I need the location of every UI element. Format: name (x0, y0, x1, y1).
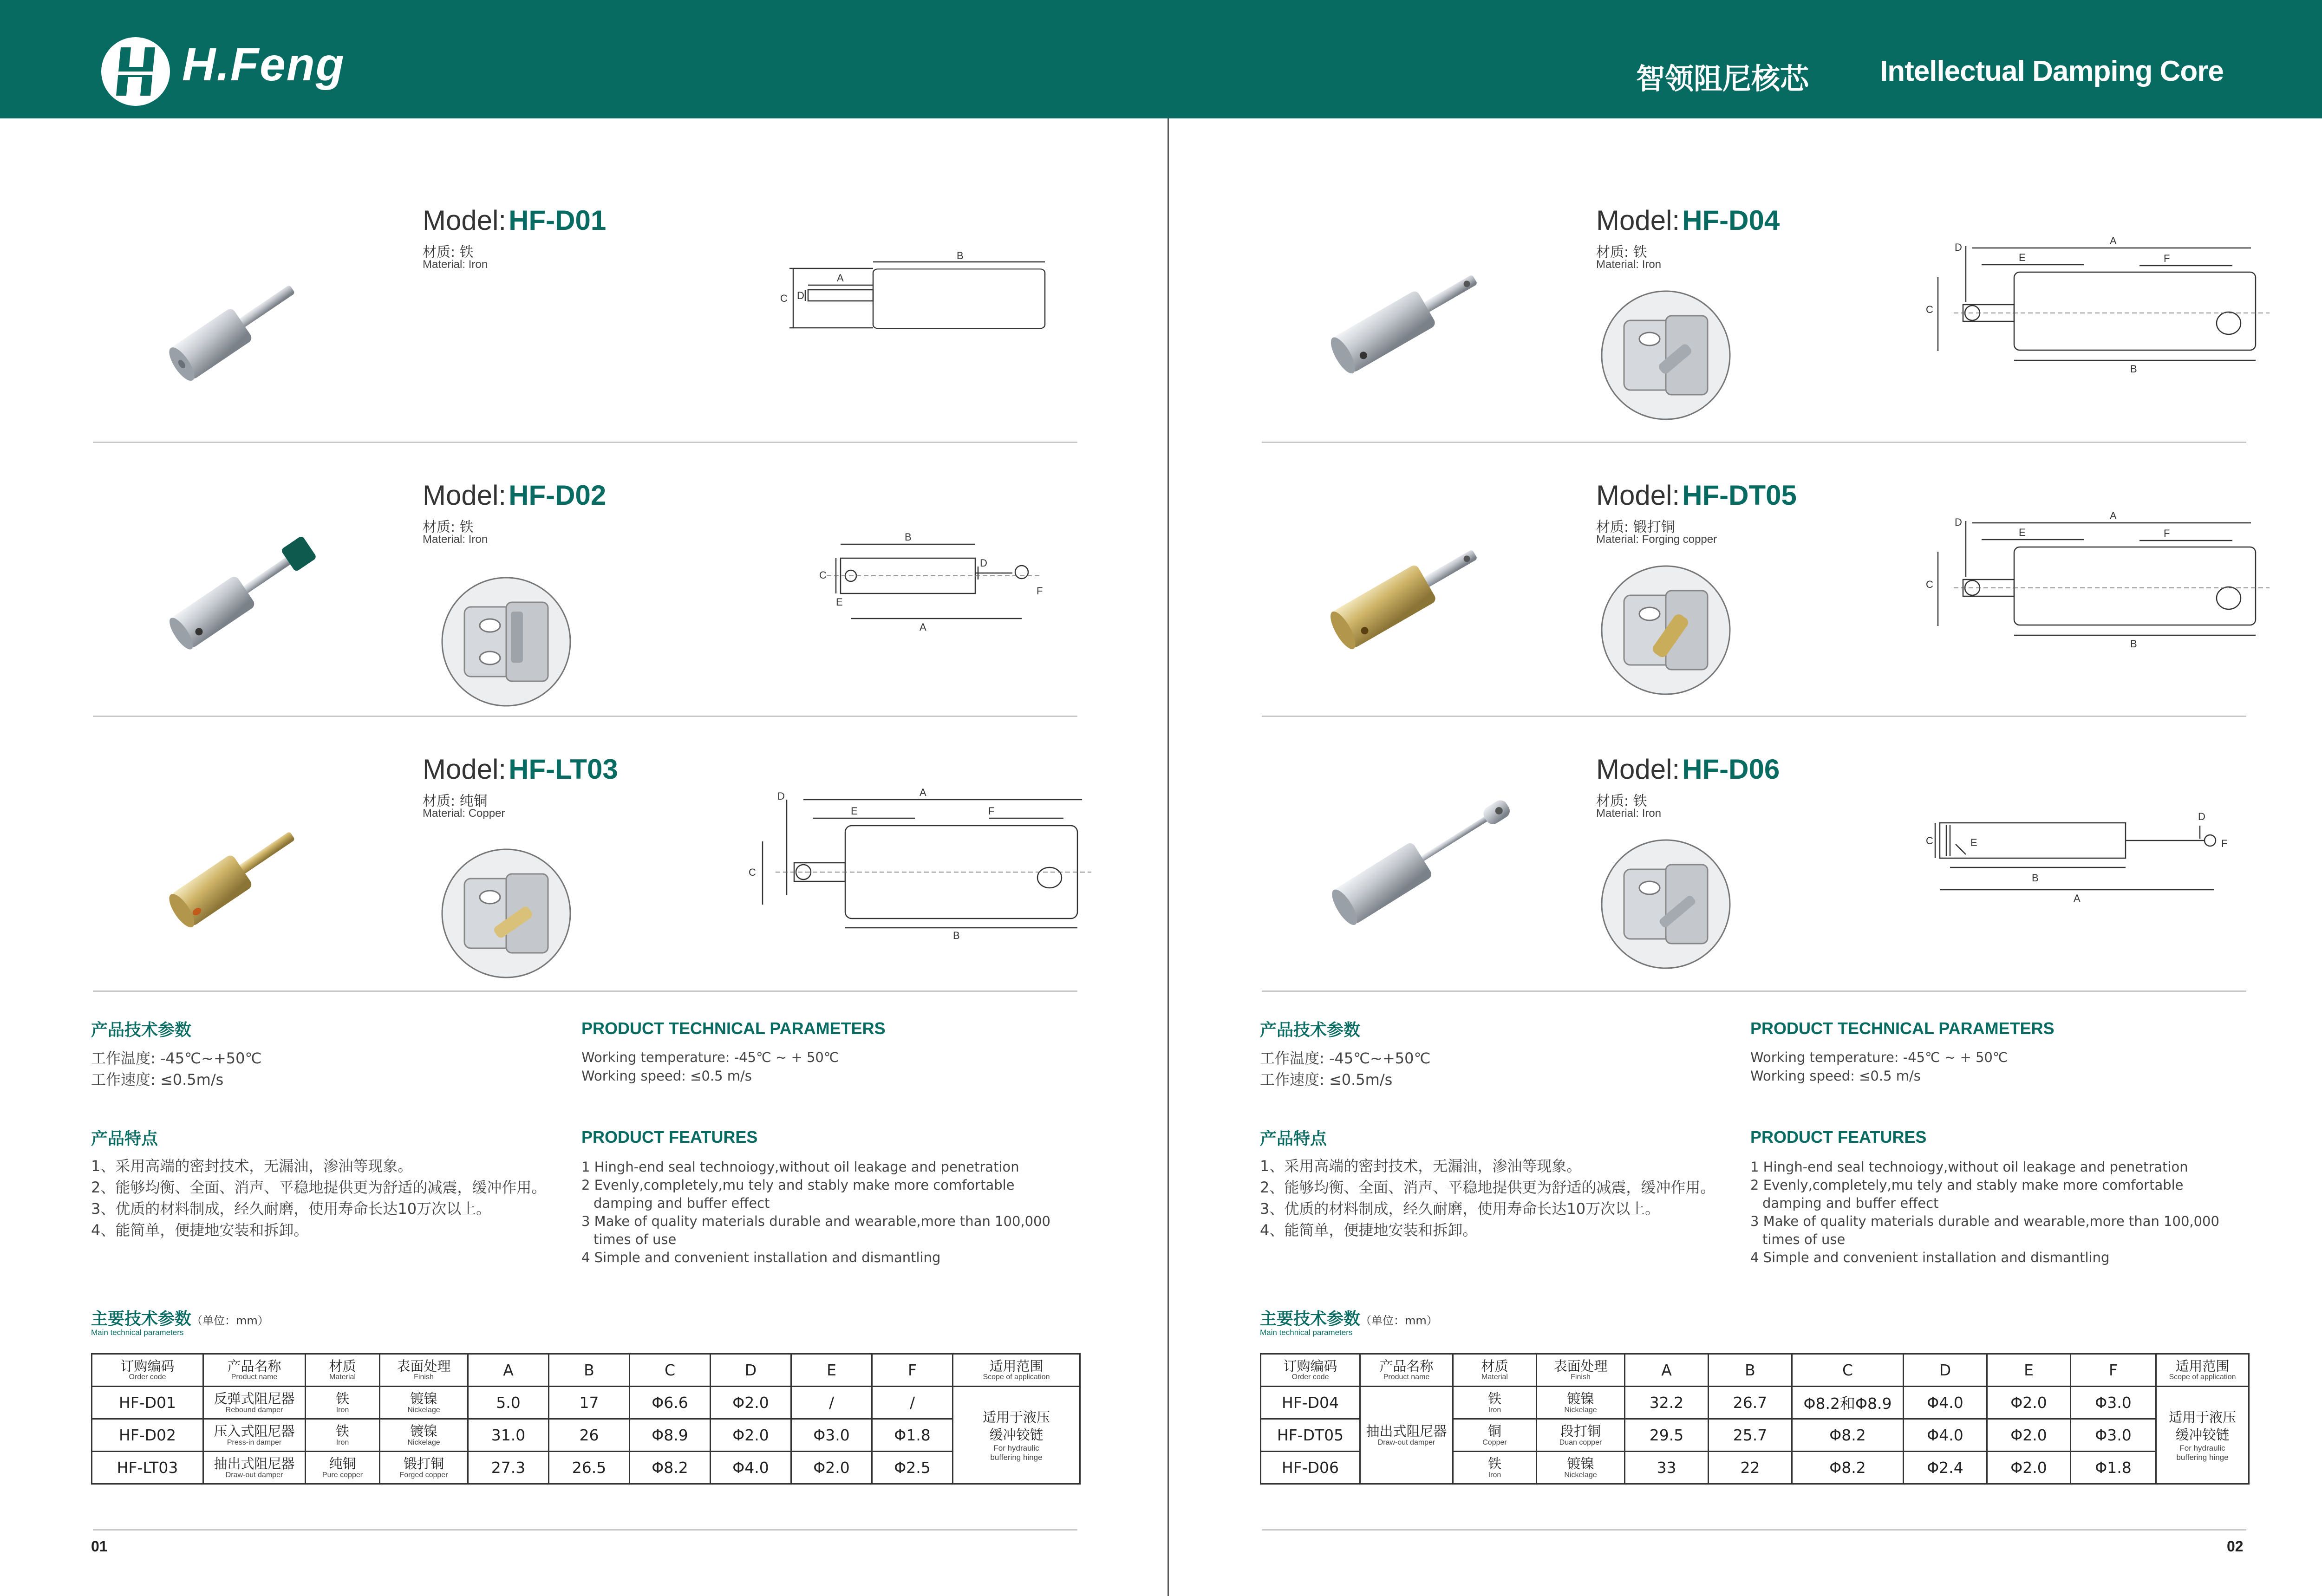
model-label: Model: (1596, 205, 1680, 236)
drawing-label-a: A (920, 787, 926, 798)
material-en: Material: Forging copper (1596, 533, 1717, 546)
cell-d: Φ4.0 (1904, 1387, 1987, 1419)
model-line (1596, 753, 1780, 785)
product-photo-hf-d04 (1308, 228, 1550, 395)
header-material: 材质 Material (306, 1354, 380, 1387)
cell-finish: 锻打铜 Forged copper (380, 1452, 468, 1484)
cell-b: 17 (549, 1387, 630, 1419)
drawing-label-f: F (988, 805, 995, 817)
header-material: 材质 Material (1453, 1354, 1537, 1387)
hinge-detail-photo-hf-lt03 (437, 846, 576, 981)
hinge-detail-photo-hf-dt05 (1596, 563, 1735, 697)
params-title-cn: 产品技术参数 (91, 1021, 192, 1040)
cell-a: 5.0 (468, 1387, 549, 1419)
cell-code: HF-D06 (1261, 1452, 1360, 1484)
drawing-label-a: A (837, 272, 844, 284)
cell-e: Φ2.0 (1987, 1419, 2071, 1452)
header-order: 订购编码 Order code (92, 1354, 203, 1387)
cell-b: 26.5 (549, 1452, 630, 1484)
header-name: 产品名称 Product name (203, 1354, 306, 1387)
table-title-en: Main technical parameters (1260, 1328, 1353, 1337)
feature-item-cn: 3、优质的材料制成，经久耐磨，使用寿命长达10万次以上。 (1260, 1200, 1660, 1218)
drawing-label-c: C (1926, 304, 1933, 315)
material-cn: 材质: 铁 (423, 519, 474, 535)
cell-a: 27.3 (468, 1452, 549, 1484)
model-code: HF-LT03 (509, 754, 618, 785)
params-speed-cn: 工作速度: ≤0.5m/s (1260, 1071, 1393, 1088)
feature-item-cn: 3、优质的材料制成，经久耐磨，使用寿命长达10万次以上。 (91, 1200, 491, 1218)
table-title-unit: （单位：mm） (1360, 1314, 1438, 1327)
separator (93, 716, 1077, 717)
drawing-label-c: C (1926, 579, 1933, 590)
cell-f: Φ1.8 (2071, 1452, 2156, 1484)
cell-scope: 适用于液压 缓冲铰链 For hydraulic buffering hinge (2156, 1387, 2249, 1484)
hinge-detail-photo-hf-d06 (1596, 837, 1735, 971)
cell-name-merged: 抽出式阻尼器 Draw-out damper (1360, 1387, 1453, 1484)
drawing-label-b: B (953, 930, 960, 939)
cell-material: 铁 Iron (1453, 1387, 1537, 1419)
drawing-label-c: C (819, 569, 827, 581)
params-title-cn: 产品技术参数 (1260, 1021, 1361, 1040)
separator (1262, 990, 2246, 992)
feature-item-cn: 2、能够均衡、全面、消声、平稳地提供更为舒适的减震，缓冲作用。 (1260, 1179, 1715, 1196)
features-title-cn: 产品特点 (91, 1129, 158, 1148)
drawing-label-a: A (2110, 510, 2117, 521)
cell-e: Φ2.0 (791, 1452, 872, 1484)
cell-name: 抽出式阻尼器 Draw-out damper (203, 1452, 306, 1484)
product-hf-d02 (0, 479, 1168, 739)
params-speed-cn: 工作速度: ≤0.5m/s (91, 1071, 224, 1088)
table-row (1261, 1387, 2249, 1419)
hinge-detail-photo-hf-d02 (437, 574, 576, 709)
cell-name: 反弹式阻尼器 Rebound damper (203, 1387, 306, 1419)
table-row (92, 1387, 1080, 1419)
features-title-cn: 产品特点 (1260, 1129, 1327, 1148)
cell-c: Φ8.2和Φ8.9 (1792, 1387, 1904, 1419)
model-line (1596, 204, 1780, 236)
drawing-label-c: C (749, 866, 756, 878)
drawing-label-a: A (920, 621, 926, 633)
drawing-label-d: D (777, 790, 785, 802)
header-scope: 适用范围 Scope of application (953, 1354, 1080, 1387)
cell-material: 铁 Iron (306, 1419, 380, 1452)
params-speed-en: Working speed: ≤0.5 m/s (1750, 1068, 1921, 1084)
header-a: A (468, 1354, 549, 1387)
model-code: HF-D01 (509, 205, 607, 236)
material-en: Material: Iron (1596, 807, 1662, 820)
drawing-label-f: F (2221, 838, 2228, 849)
hinge-detail-photo-hf-d04 (1596, 288, 1735, 423)
cell-code: HF-D02 (92, 1419, 203, 1452)
product-hf-dt05 (1169, 479, 2322, 739)
header-f: F (2071, 1354, 2156, 1387)
params-temp-cn: 工作温度: -45℃~+50℃ (1260, 1049, 1431, 1067)
header-title-en: Intellectual Damping Core (1880, 55, 2224, 87)
header-scope: 适用范围 Scope of application (2156, 1354, 2249, 1387)
cell-code: HF-LT03 (92, 1452, 203, 1484)
cell-a: 33 (1625, 1452, 1709, 1484)
drawing-label-b: B (2130, 363, 2137, 375)
separator (1262, 442, 2246, 443)
cell-finish: 镀镍 Nickelage (380, 1387, 468, 1419)
cell-d: Φ4.0 (1904, 1419, 1987, 1452)
drawing-label-d: D (2198, 811, 2205, 822)
params-temp-en: Working temperature: -45℃ ~ + 50℃ (581, 1049, 839, 1065)
feature-item-en: 1 Hingh-end seal technoiogy,without oil leakage and penetration (1750, 1159, 2188, 1175)
header-c: C (1792, 1354, 1904, 1387)
feature-item-cn: 4、能简单，便捷地安装和拆卸。 (91, 1221, 309, 1239)
drawing-hf-dt05 (1926, 507, 2279, 656)
cell-code: HF-D01 (92, 1387, 203, 1419)
params-title-en: PRODUCT TECHNICAL PARAMETERS (1750, 1019, 2055, 1038)
table-row (92, 1452, 1080, 1484)
cell-c: Φ6.6 (630, 1387, 711, 1419)
drawing-hf-d02 (780, 526, 1059, 646)
table-title-cn: 主要技术参数 (91, 1309, 192, 1329)
cell-name: 压入式阻尼器 Press-in damper (203, 1419, 306, 1452)
feature-item-cn: 2、能够均衡、全面、消声、平稳地提供更为舒适的减震，缓冲作用。 (91, 1179, 547, 1196)
spec-table-left (91, 1353, 1081, 1485)
material-cn: 材质: 铁 (423, 244, 474, 261)
features-title-en: PRODUCT FEATURES (1750, 1127, 1927, 1147)
feature-item-en: 4 Simple and convenient installation and dismantling (1750, 1250, 2110, 1265)
header-finish: 表面处理 Finish (1537, 1354, 1625, 1387)
product-hf-d01 (0, 204, 1168, 464)
cell-b: 22 (1709, 1452, 1792, 1484)
cell-e: Φ2.0 (1987, 1452, 2071, 1484)
separator (1262, 1529, 2246, 1531)
cell-d: Φ2.0 (711, 1387, 791, 1419)
header-d: D (1904, 1354, 1987, 1387)
drawing-label-a: A (2074, 892, 2081, 904)
cell-c: Φ8.9 (630, 1419, 711, 1452)
product-photo-hf-d01 (139, 232, 381, 399)
separator (93, 442, 1077, 443)
cell-a: 31.0 (468, 1419, 549, 1452)
page-right (1169, 0, 2322, 1596)
features-list-en (581, 1158, 1055, 1267)
drawing-label-e: E (2019, 527, 2026, 538)
params-temp-en: Working temperature: -45℃ ~ + 50℃ (1750, 1049, 2008, 1065)
drawing-label-e: E (836, 596, 843, 608)
header-title-cn: 智领阻尼核芯 (1636, 62, 1809, 96)
features-title-en: PRODUCT FEATURES (581, 1127, 758, 1147)
model-label: Model: (423, 205, 507, 236)
material-cn: 材质: 纯铜 (423, 793, 488, 809)
cell-code: HF-D04 (1261, 1387, 1360, 1419)
product-photo-hf-lt03 (139, 779, 381, 946)
material-cn: 材质: 铁 (1596, 793, 1647, 809)
cell-f: Φ3.0 (2071, 1419, 2156, 1452)
drawing-label-d: D (1955, 241, 1962, 253)
product-hf-d04 (1169, 204, 2322, 464)
header-e: E (1987, 1354, 2071, 1387)
feature-item-cn: 4、能简单，便捷地安装和拆卸。 (1260, 1221, 1478, 1239)
params-speed-en: Working speed: ≤0.5 m/s (581, 1068, 752, 1084)
model-line (423, 479, 606, 511)
drawing-label-d: D (1955, 516, 1962, 528)
product-hf-lt03 (0, 753, 1168, 1013)
table-header-row (1261, 1354, 2249, 1387)
header-a: A (1625, 1354, 1709, 1387)
cell-b: 26.7 (1709, 1387, 1792, 1419)
cell-d: Φ2.0 (711, 1419, 791, 1452)
drawing-label-f: F (2164, 253, 2170, 264)
cell-a: 29.5 (1625, 1419, 1709, 1452)
drawing-label-e: E (851, 805, 858, 817)
spec-table-right (1260, 1353, 2250, 1485)
product-photo-hf-d02 (139, 502, 381, 670)
params-title-en: PRODUCT TECHNICAL PARAMETERS (581, 1019, 886, 1038)
cell-e: / (791, 1387, 872, 1419)
cell-material: 铁 Iron (1453, 1452, 1537, 1484)
material-en: Material: Copper (423, 807, 505, 820)
cell-c: Φ8.2 (1792, 1419, 1904, 1452)
feature-item-en: 2 Evenly,completely,mu tely and stably make more comfortable damping and buffer effect (581, 1177, 1015, 1211)
material-en: Material: Iron (423, 258, 488, 271)
header-f: F (872, 1354, 953, 1387)
header-order: 订购编码 Order code (1261, 1354, 1360, 1387)
model-label: Model: (1596, 480, 1680, 511)
cell-code: HF-DT05 (1261, 1419, 1360, 1452)
drawing-hf-d06 (1926, 800, 2279, 911)
separator (1262, 716, 2246, 717)
table-title-en: Main technical parameters (91, 1328, 184, 1337)
cell-material: 纯铜 Pure copper (306, 1452, 380, 1484)
model-code: HF-D04 (1682, 205, 1780, 236)
cell-b: 26 (549, 1419, 630, 1452)
drawing-label-b: B (957, 251, 964, 261)
table-title (1260, 1306, 1438, 1329)
drawing-label-e: E (2019, 252, 2026, 263)
model-code: HF-D06 (1682, 754, 1780, 785)
features-list-cn (91, 1155, 546, 1241)
page-number: 02 (2227, 1538, 2244, 1555)
table-title-cn: 主要技术参数 (1260, 1309, 1361, 1329)
drawing-hf-d04 (1926, 232, 2279, 381)
cell-finish: 镀镍 Nickelage (380, 1419, 468, 1452)
cell-f: Φ2.5 (872, 1452, 953, 1484)
feature-item-en: 1 Hingh-end seal technoiogy,without oil leakage and penetration (581, 1159, 1019, 1175)
table-title-unit: （单位：mm） (191, 1314, 269, 1327)
cell-e: Φ3.0 (791, 1419, 872, 1452)
cell-d: Φ4.0 (711, 1452, 791, 1484)
material-cn: 材质: 锻打铜 (1596, 519, 1675, 535)
drawing-label-f: F (2164, 528, 2170, 539)
header-b: B (549, 1354, 630, 1387)
model-line (1596, 479, 1797, 511)
header-finish: 表面处理 Finish (380, 1354, 468, 1387)
cell-e: Φ2.0 (1987, 1387, 2071, 1419)
cell-material: 铁 Iron (306, 1387, 380, 1419)
cell-finish: 段打铜 Duan copper (1537, 1419, 1625, 1452)
header-name: 产品名称 Product name (1360, 1354, 1453, 1387)
cell-c: Φ8.2 (1792, 1452, 1904, 1484)
feature-item-cn: 1、采用高端的密封技术，无漏油，渗油等现象。 (1260, 1157, 1582, 1175)
model-label: Model: (423, 480, 507, 511)
features-list-en (1750, 1158, 2224, 1267)
model-label: Model: (1596, 754, 1680, 785)
cell-b: 25.7 (1709, 1419, 1792, 1452)
cell-f: Φ1.8 (872, 1419, 953, 1452)
cell-scope: 适用于液压 缓冲铰链 For hydraulic buffering hinge (953, 1387, 1080, 1484)
product-photo-hf-d06 (1308, 776, 1550, 944)
model-code: HF-D02 (509, 480, 607, 511)
header-d: D (711, 1354, 791, 1387)
cell-d: Φ2.4 (1904, 1452, 1987, 1484)
cell-f: / (872, 1387, 953, 1419)
features-list-cn (1260, 1155, 1715, 1241)
drawing-label-b: B (905, 531, 912, 543)
cell-f: Φ3.0 (2071, 1387, 2156, 1419)
feature-item-en: 4 Simple and convenient installation and dismantling (581, 1250, 941, 1265)
cell-a: 32.2 (1625, 1387, 1709, 1419)
header-e: E (791, 1354, 872, 1387)
drawing-label-d: D (797, 290, 804, 301)
product-hf-d06 (1169, 753, 2322, 1013)
page-number: 01 (91, 1538, 108, 1555)
drawing-label-b: B (2130, 638, 2137, 650)
model-line (423, 204, 606, 236)
table-row (92, 1419, 1080, 1452)
cell-c: Φ8.2 (630, 1452, 711, 1484)
drawing-hf-d01 (780, 251, 1059, 344)
table-header-row (92, 1354, 1080, 1387)
drawing-label-c: C (1926, 835, 1933, 847)
cell-material: 铜 Copper (1453, 1419, 1537, 1452)
product-photo-hf-dt05 (1308, 502, 1550, 670)
feature-item-en: 3 Make of quality materials durable and wearable,more than 100,000 times of use (581, 1213, 1050, 1247)
drawing-hf-lt03 (748, 781, 1101, 939)
drawing-label-f: F (1037, 585, 1043, 597)
feature-item-en: 3 Make of quality materials durable and wearable,more than 100,000 times of use (1750, 1213, 2219, 1247)
drawing-label-a: A (2110, 235, 2117, 247)
model-label: Model: (423, 754, 507, 785)
feature-item-en: 2 Evenly,completely,mu tely and stably make more comfortable damping and buffer effect (1750, 1177, 2184, 1211)
material-en: Material: Iron (423, 533, 488, 546)
header-c: C (630, 1354, 711, 1387)
separator (93, 990, 1077, 992)
material-cn: 材质: 铁 (1596, 244, 1647, 261)
drawing-label-c: C (780, 293, 788, 304)
model-line (423, 753, 618, 785)
cell-finish: 镀镍 Nickelage (1537, 1452, 1625, 1484)
cell-finish: 镀镍 Nickelage (1537, 1387, 1625, 1419)
drawing-label-d: D (980, 557, 987, 569)
table-title (91, 1306, 269, 1329)
separator (93, 1529, 1077, 1531)
brand-name: H.Feng (182, 39, 345, 91)
drawing-label-e: E (1970, 837, 1977, 848)
model-code: HF-DT05 (1682, 480, 1797, 511)
params-temp-cn: 工作温度: -45℃~+50℃ (91, 1049, 262, 1067)
material-en: Material: Iron (1596, 258, 1662, 271)
drawing-label-b: B (2032, 872, 2039, 884)
header-b: B (1709, 1354, 1792, 1387)
feature-item-cn: 1、采用高端的密封技术，无漏油，渗油等现象。 (91, 1157, 413, 1175)
